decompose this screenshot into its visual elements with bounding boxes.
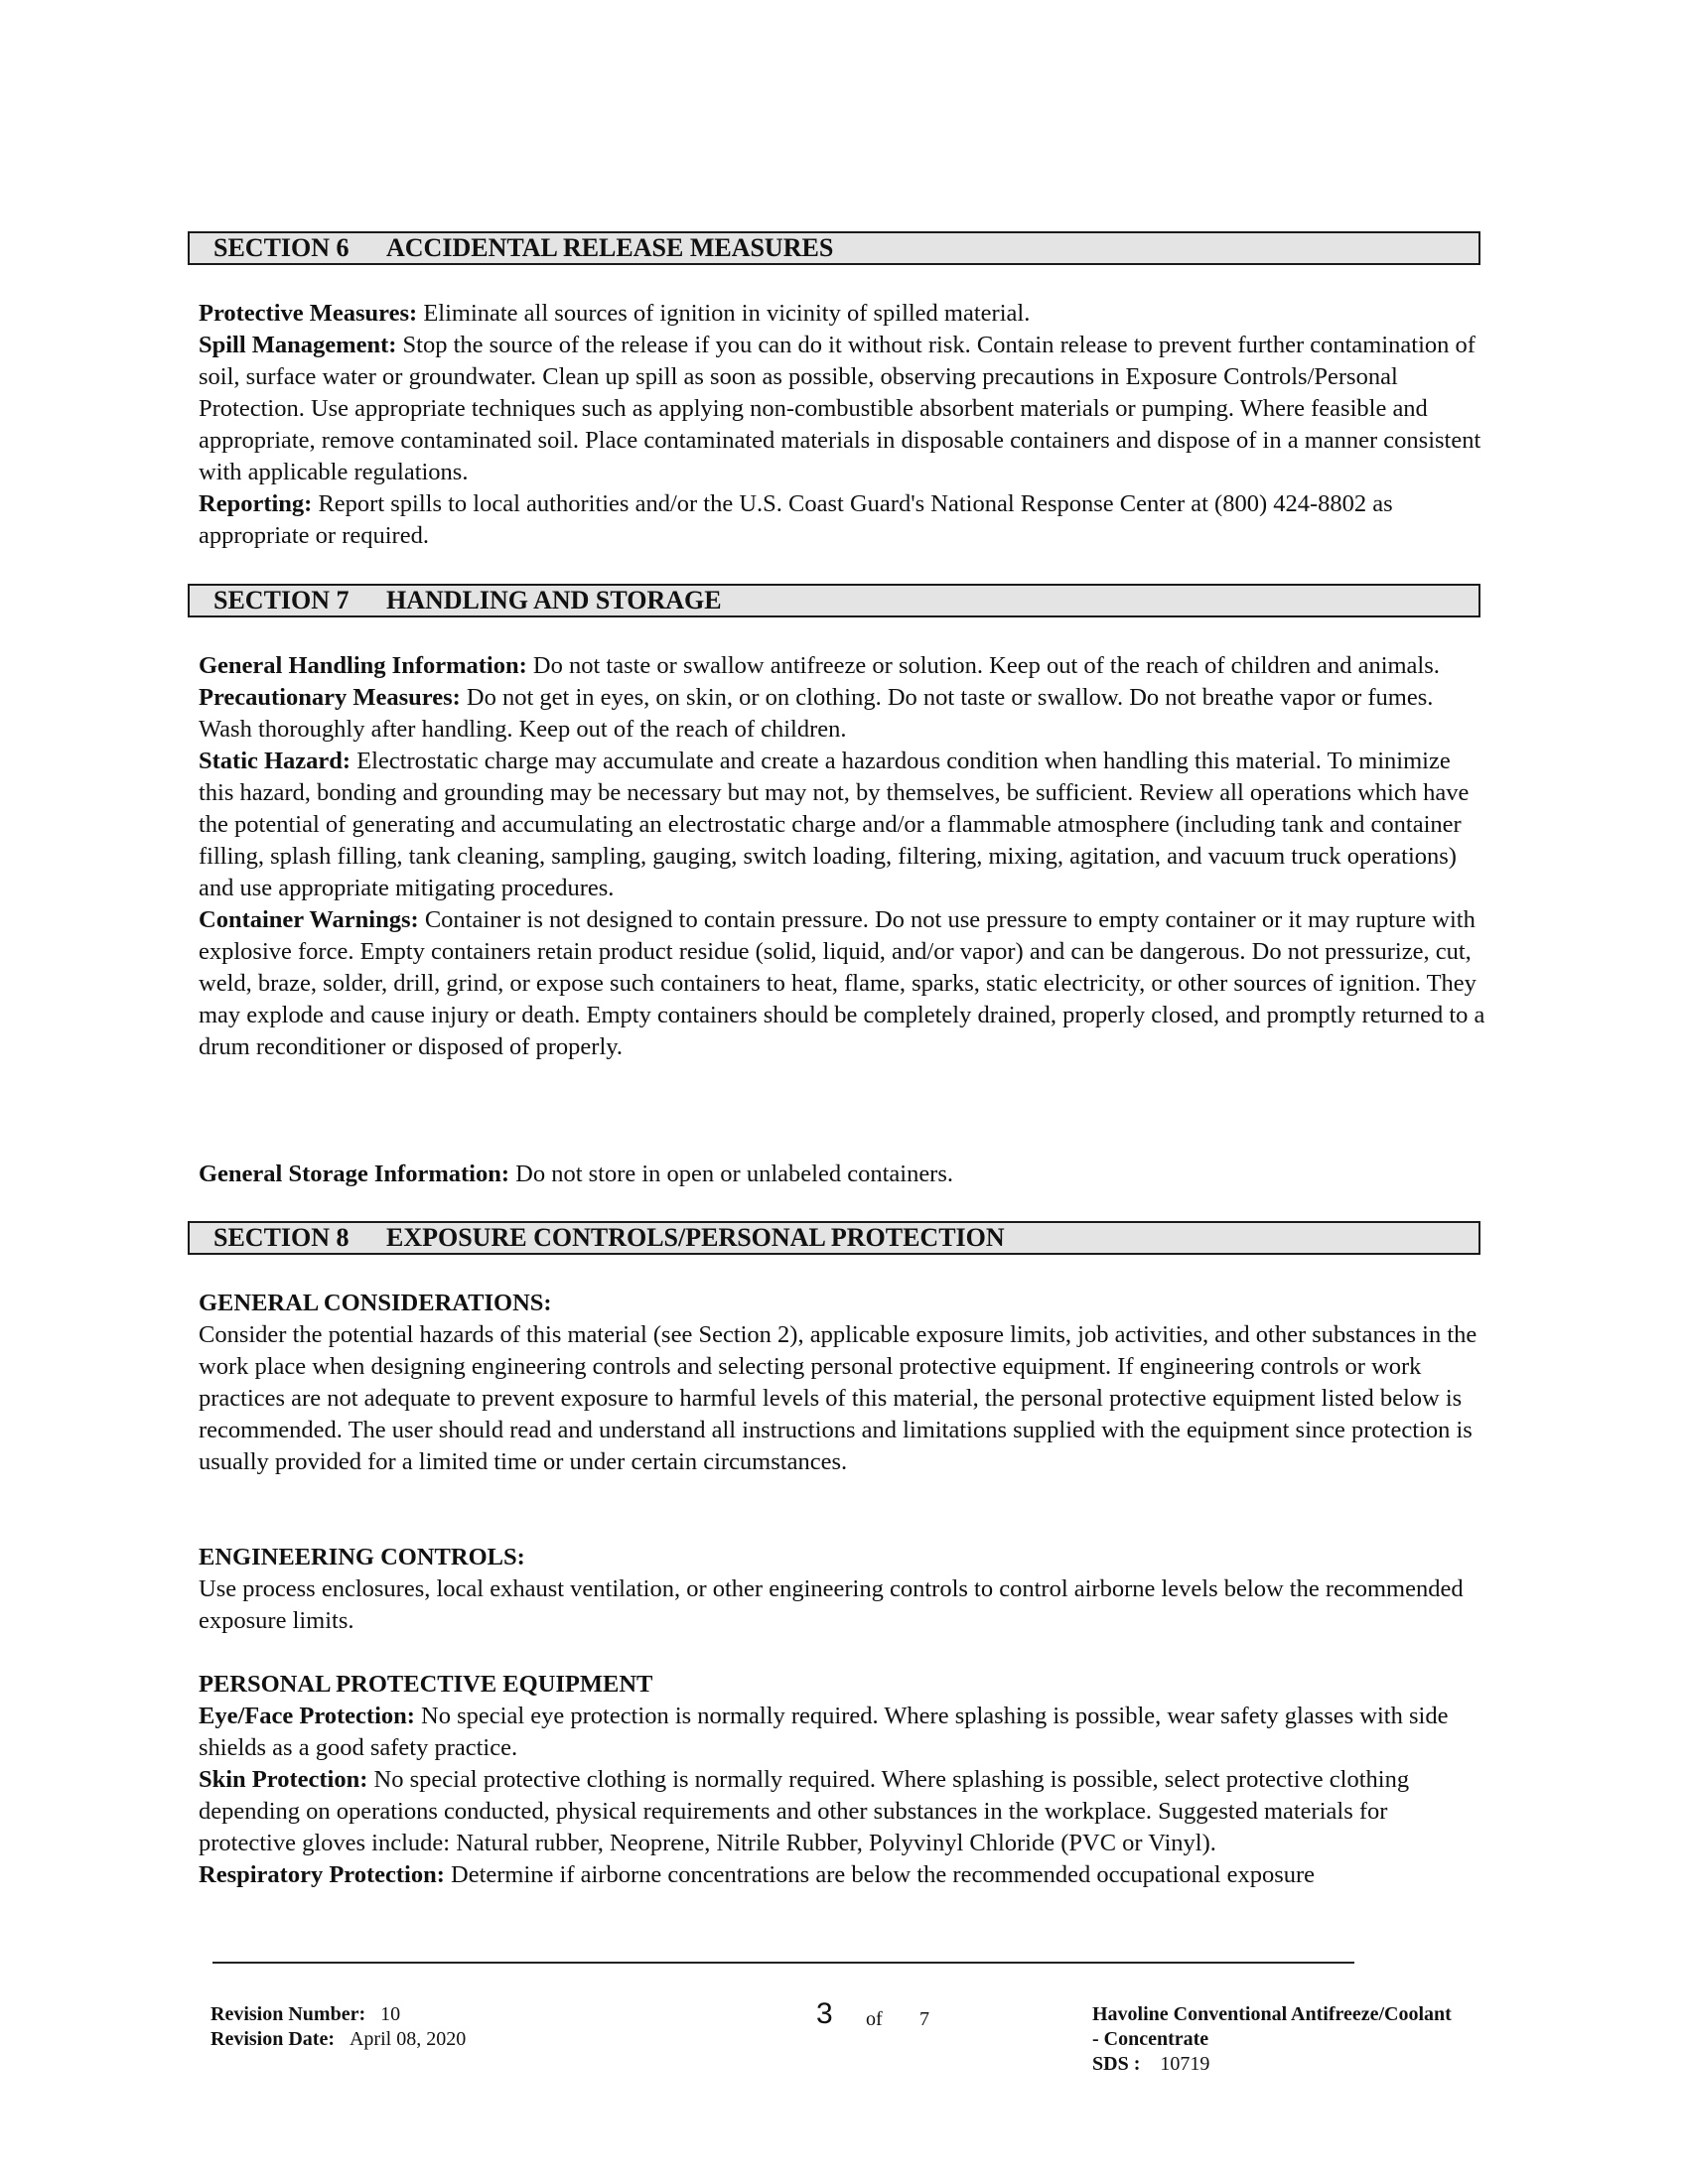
spill-management-label: Spill Management: [199,332,397,358]
engineering-controls-text: Use process enclosures, local exhaust ventilation, or other engineering controls to control airborne levels below the recommended exposure limits. [199,1575,1464,1634]
product-name-text2: - Concentrate [1092,2028,1209,2050]
product-name-line1 [1092,2001,1452,2027]
container-warnings-label: Container Warnings: [199,906,419,933]
page-total: 7 [919,2008,929,2030]
section-6-title: ACCIDENTAL RELEASE MEASURES [386,233,834,262]
revision-date-value: April 08, 2020 [349,2028,467,2050]
general-storage-label: General Storage Information: [199,1160,509,1187]
section-7-body [199,650,1489,1063]
eye-protection-label: Eye/Face Protection: [199,1703,415,1729]
section-8-title: EXPOSURE CONTROLS/PERSONAL PROTECTION [386,1223,1005,1252]
general-handling-label: General Handling Information: [199,652,527,679]
protective-measures-label: Protective Measures: [199,300,418,327]
revision-number-value: 10 [380,2003,401,2025]
revision-date [211,2026,466,2052]
section-7-number: SECTION 7 [213,586,350,614]
general-handling-text: Do not taste or swallow antifreeze or solution. Keep out of the reach of children and animals. [532,652,1440,679]
revision-date-label: Revision Date: [211,2028,335,2050]
revision-number [211,2001,400,2027]
sds-label: SDS : [1092,2053,1141,2075]
static-hazard-label: Static Hazard: [199,748,352,774]
ppe-title: PERSONAL PROTECTIVE EQUIPMENT [199,1671,653,1698]
engineering-controls-title: ENGINEERING CONTROLS: [199,1544,525,1570]
general-storage-paragraph [199,1159,1489,1190]
section-6-header [188,231,1480,265]
footer-divider [212,1962,1354,1964]
page-of: of [866,2008,883,2030]
general-storage-text: Do not store in open or unlabeled containers. [515,1160,954,1187]
spill-management-text: Stop the source of the release if you can do it without risk. Contain release to prevent further contamination of soil, surface water or groundwater. Clean up spill as soon as possible, observing precautions in Exposure Controls/Personal Protection. Use appropriate techniques such as applying non-combustible absorbent materials or pumping. Where feasible and appropriate, remove contaminated soil. Place contaminated materials in disposable containers and dispose of in a manner consistent with applicable regulations. [199,332,1481,485]
precautionary-measures-label: Precautionary Measures: [199,684,461,711]
static-hazard-text: Electrostatic charge may accumulate and create a hazardous condition when handling this material. To minimize this hazard, bonding and grounding may be necessary but may not, by themselves, be sufficient. Review all operations which have the potential of generating and accumulating an electrostatic charge and/or a flammable atmosphere (including tank and container filling, splash filling, tank cleaning, sampling, gauging, switch loading, filtering, mixing, agitation, and vacuum truck operations) and use appropriate mitigating procedures. [199,748,1470,901]
section-6-number: SECTION 6 [213,233,350,262]
sds-number-value: 10719 [1160,2053,1210,2075]
reporting-label: Reporting: [199,490,313,517]
general-considerations-text: Consider the potential hazards of this material (see Section 2), applicable exposure limits, job activities, and other substances in the work place when designing engineering controls and selecting personal protective equipment. If engineering controls or work practices are not adequate to prevent exposure to harmful levels of this material, the personal protective equipment listed below is recommended. The user should read and understand all instructions and limitations supplied with the equipment since protection is usually provided for a limited time or under certain circumstances. [199,1321,1477,1475]
container-warnings-text: Container is not designed to contain pressure. Do not use pressure to empty container or it may rupture with explosive force. Empty containers retain product residue (solid, liquid, and/or vapor) and can be dangerous. Do not pressurize, cut, weld, braze, solder, drill, grind, or expose such containers to heat, flame, sparks, static electricity, or other sources of ignition. They may explode and cause injury or death. Empty containers should be completely drained, properly closed, and promptly returned to a drum reconditioner or disposed of properly. [199,906,1485,1060]
respiratory-protection-text: Determine if airborne concentrations are below the recommended occupational exposure [451,1861,1316,1888]
section-7-title: HANDLING AND STORAGE [386,586,722,614]
ppe-body [199,1701,1489,1891]
general-considerations-title: GENERAL CONSIDERATIONS: [199,1290,552,1316]
page-number: 3 [816,1997,833,2030]
eye-protection-text: No special eye protection is normally required. Where splashing is possible, wear safety glasses with side shields as a good safety practice. [199,1703,1449,1761]
section-6-body [199,298,1489,552]
precautionary-measures-text: Do not get in eyes, on skin, or on clothing. Do not taste or swallow. Do not breathe vapor or fumes. Wash thoroughly after handling. Keep out of the reach of children. [199,684,1434,743]
respiratory-protection-label: Respiratory Protection: [199,1861,445,1888]
sds-number [1092,2051,1209,2077]
protective-measures-text: Eliminate all sources of ignition in vicinity of spilled material. [423,300,1031,327]
section-8-header [188,1221,1480,1255]
product-name-text1: Havoline Conventional Antifreeze/Coolant [1092,2003,1452,2025]
product-name-line2 [1092,2026,1208,2052]
section-7-header [188,584,1480,617]
skin-protection-label: Skin Protection: [199,1766,368,1793]
reporting-text: Report spills to local authorities and/or the U.S. Coast Guard's National Response Center at (800) 424-8802 as appropriate or required. [199,490,1393,549]
skin-protection-text: No special protective clothing is normally required. Where splashing is possible, select protective clothing depending on operations conducted, physical requirements and other substances in the workplace. Suggested materials for protective gloves include: Natural rubber, Neoprene, Nitrile Rubber, Polyvinyl Chloride (PVC or Vinyl). [199,1766,1410,1856]
revision-number-label: Revision Number: [211,2003,366,2025]
section-8-number: SECTION 8 [213,1223,350,1252]
